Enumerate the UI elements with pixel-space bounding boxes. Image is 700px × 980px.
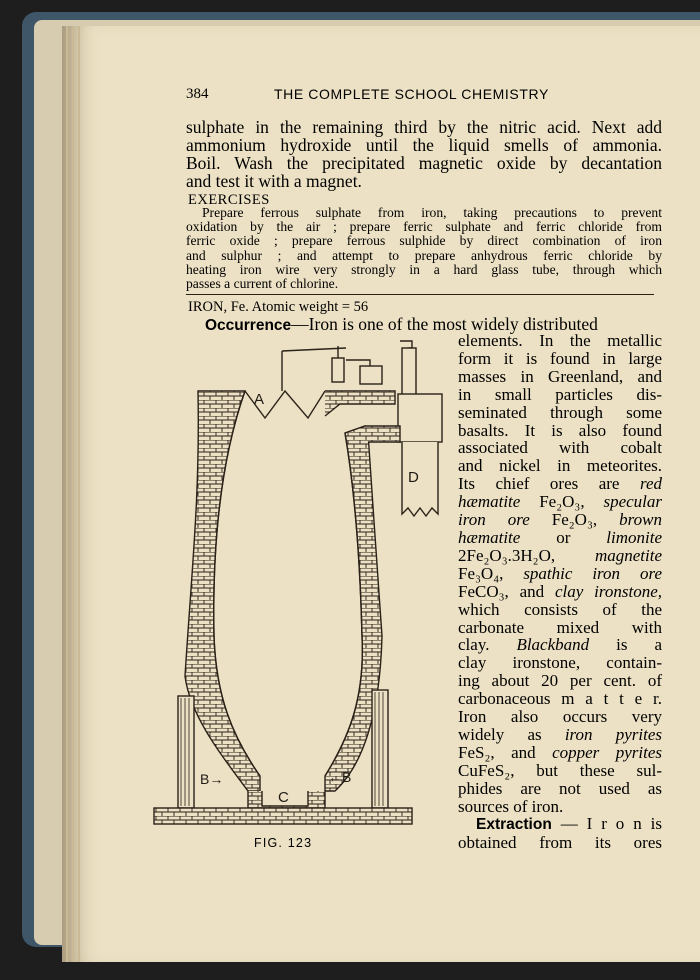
text-line: heating iron wire very strongly in a hard glass tube, through which [186, 261, 662, 277]
text-line: sulphate in the remaining third by the nitric acid. Next add [186, 117, 662, 137]
text-line [458, 511, 662, 529]
text-line [458, 547, 662, 565]
text-line: Boil. Wash the precipitated magnetic oxide by decantation [186, 153, 662, 173]
text-line [458, 475, 662, 493]
formula: Fe₂O₃, [529, 510, 620, 530]
text-line [458, 726, 662, 744]
italic-term: clay ironstone, [555, 581, 663, 601]
text-line: Prepare ferrous sulphate from iron, taking precautions to prevent [202, 205, 662, 220]
side-column-text [458, 332, 662, 852]
intro-paragraph [186, 118, 662, 190]
formula: Fe₃O₄, [458, 563, 524, 583]
occurrence-text: —Iron is one of the most widely distributed [291, 314, 598, 334]
page-number: 384 [186, 86, 209, 102]
text-line: phides are not used as [458, 778, 662, 798]
text-line: passes a current of chlorine. [186, 276, 339, 292]
italic-term: brown [619, 510, 662, 530]
blast-furnace-figure [150, 336, 450, 832]
formula: Fe₂O₃, [520, 492, 604, 512]
formula: 2Fe₂O₃.3H₂O, [458, 545, 595, 565]
text-line: obtained from its ores [458, 833, 662, 853]
page-edge [66, 26, 68, 962]
italic-term: red [639, 474, 662, 494]
text-line: and test it with a magnet. [186, 171, 362, 191]
text-line: Iron also occurs very [458, 707, 662, 727]
italic-term: iron pyrites [564, 724, 662, 744]
italic-term: magnetite [594, 545, 662, 565]
exercises-body [186, 206, 662, 291]
text-line: associated with cobalt [458, 438, 662, 458]
text-line [458, 493, 662, 511]
text-line: seminated through some [458, 402, 662, 422]
text-line [458, 583, 662, 601]
text-line: which consists of the [458, 599, 662, 619]
running-head: THE COMPLETE SCHOOL CHEMISTRY [274, 86, 549, 102]
italic-term: Blackband [516, 635, 590, 655]
figure-label-b-left: B→ [200, 771, 224, 787]
text-run: or [520, 527, 607, 547]
text-run: Its chief ores are [458, 474, 640, 494]
text-line: sources of iron. [458, 796, 564, 816]
italic-term: copper pyrites [552, 742, 662, 762]
text-line: elements. In the metallic [458, 331, 662, 350]
formula: FeCO₃, and [458, 581, 556, 601]
text-line: carbonate mixed with [458, 617, 662, 637]
exercises-title: EXERCISES [188, 192, 270, 208]
text-line [458, 529, 662, 547]
italic-term: hæmatite [458, 492, 521, 512]
text-line [458, 744, 662, 762]
text-line [458, 565, 662, 583]
figure-caption: FIG. 123 [254, 836, 313, 850]
occurrence-label: Occurrence [205, 317, 292, 334]
italic-term: iron ore [458, 510, 530, 530]
text-line [458, 815, 662, 834]
figure-label-d: D [408, 469, 419, 486]
text-line: ammonium hydroxide until the liquid smells of ammonia. [186, 135, 662, 155]
text-line: form it is found in large [458, 348, 662, 368]
italic-term: specular [603, 492, 662, 512]
text-run: clay. [458, 635, 517, 655]
page-header [186, 86, 662, 108]
section-heading: IRON, Fe. Atomic weight = 56 [188, 299, 369, 315]
text-line [458, 636, 662, 654]
page-edge [78, 26, 80, 962]
figure-label-c: C [278, 789, 289, 806]
italic-term: hæmatite [458, 527, 521, 547]
text-line: carbonaceous m a t t e r. [458, 689, 662, 709]
extraction-label: Extraction [476, 816, 552, 834]
text-line: masses in Greenland, and [458, 366, 662, 386]
figure-label-b-right: ←B [328, 769, 352, 785]
text-line: and nickel in meteorites. [458, 456, 662, 476]
section-divider [186, 294, 654, 295]
text-line: ferric oxide ; prepare ferrous sulphide by direct combination of iron [186, 233, 662, 249]
text-line: ing about 20 per cent. of [458, 671, 662, 691]
text-run: — I r o n is [551, 814, 662, 834]
text-line: CuFeS₂, but these sul- [458, 760, 662, 780]
text-run: is a [589, 635, 662, 655]
text-line: in small particles dis- [458, 384, 662, 404]
formula: FeS₂, and [458, 742, 553, 762]
text-line: clay ironstone, contain- [458, 653, 662, 673]
text-line: basalts. It is also found [458, 420, 662, 440]
italic-term: limonite [606, 527, 662, 547]
italic-term: spathic iron ore [523, 563, 662, 583]
text-line: oxidation by the air ; prepare ferric sulphate and ferric chloride from [186, 219, 662, 235]
page-edge [72, 26, 74, 962]
text-line: and sulphur ; and attempt to prepare anhydrous ferric chloride by [186, 247, 662, 263]
text-run: widely as [458, 724, 565, 744]
figure-label-a: A [254, 391, 265, 408]
